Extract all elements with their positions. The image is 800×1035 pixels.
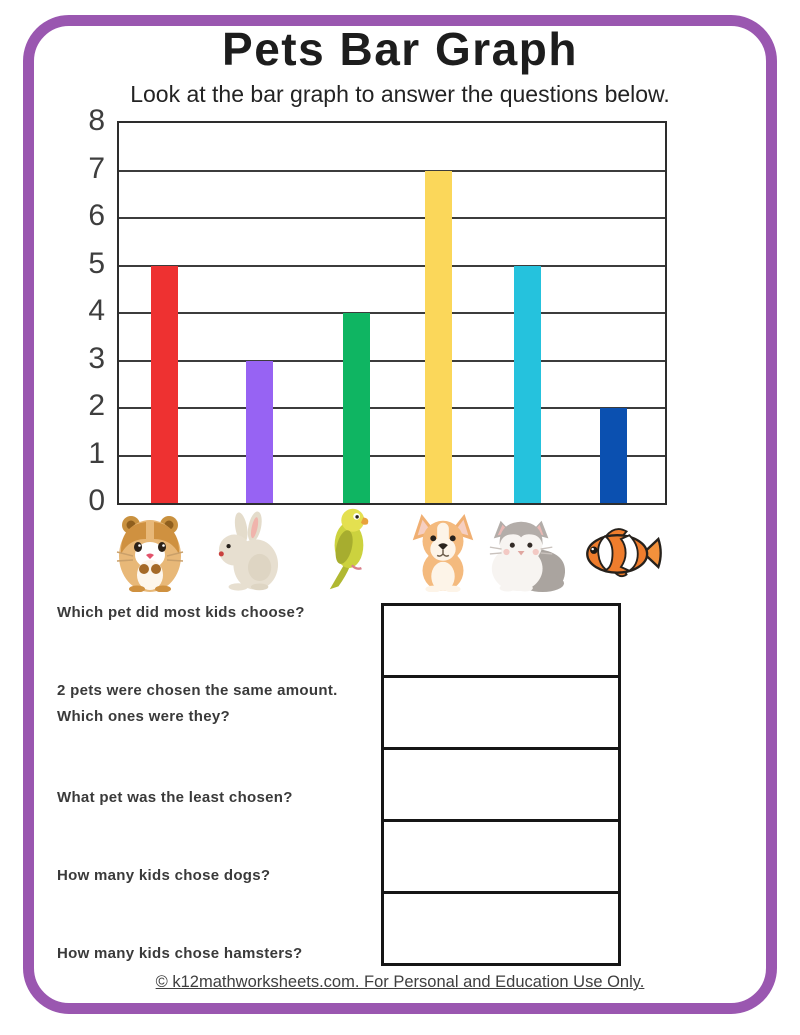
answer-box-5[interactable] [381, 891, 621, 966]
question-4-text: How many kids chose dogs? [57, 867, 271, 884]
y-tick-label: 7 [88, 151, 105, 185]
category-icon-cat [481, 506, 569, 592]
page-title: Pets Bar Graph [222, 23, 578, 75]
bar-rabbit [246, 361, 273, 504]
gridline [119, 455, 665, 457]
gridline [119, 360, 665, 362]
question-4 [57, 863, 372, 889]
y-tick-label: 0 [88, 484, 105, 517]
parakeet-icon [325, 506, 371, 592]
gridline [119, 312, 665, 314]
y-tick-label: 4 [88, 294, 105, 327]
answer-box-2[interactable] [381, 675, 621, 750]
answer-boxes [381, 603, 621, 966]
question-1-text: Which pet did most kids choose? [57, 604, 305, 621]
category-icon-dog [399, 506, 487, 592]
cat-icon [481, 512, 569, 592]
gridline [119, 407, 665, 409]
question-3 [57, 785, 372, 811]
footer-credit [0, 973, 800, 992]
question-5-text: How many kids chose hamsters? [57, 945, 303, 962]
chart-plot [117, 121, 667, 505]
y-tick-label: 5 [88, 246, 105, 280]
bar-hamster [151, 266, 178, 504]
category-icon-parakeet [304, 506, 392, 592]
footer-credit-link[interactable]: © k12mathworksheets.com. For Personal and Education Use Only. [155, 973, 645, 991]
category-icon-hamster [106, 506, 194, 592]
y-axis-labels [55, 104, 105, 517]
y-tick-label: 3 [88, 341, 105, 375]
y-tick-label: 1 [88, 436, 105, 470]
question-2-text-line2: Which ones were they? [57, 708, 230, 725]
gridline [119, 170, 665, 172]
answer-box-1[interactable] [381, 603, 621, 678]
bar-cat [514, 266, 541, 504]
category-icon-rabbit [203, 506, 291, 592]
bar-parakeet [343, 313, 370, 503]
hamster-icon [114, 512, 186, 592]
y-tick-label: 2 [88, 389, 105, 422]
rabbit-icon [215, 510, 279, 592]
question-2-text-line1: 2 pets were chosen the same amount. [57, 682, 338, 699]
question-3-text: What pet was the least chosen? [57, 789, 293, 806]
bar-fish [600, 408, 627, 503]
question-5 [57, 941, 372, 967]
clownfish-icon [576, 524, 664, 582]
question-1 [57, 600, 372, 626]
category-icon-fish [576, 506, 664, 592]
y-tick-label: 8 [88, 104, 105, 137]
question-2 [57, 678, 372, 730]
dog-icon [407, 512, 479, 592]
page-subtitle: Look at the bar graph to answer the questions below. [130, 81, 670, 107]
gridline [119, 217, 665, 219]
y-tick-label: 6 [88, 199, 105, 232]
bar-dog [425, 171, 452, 504]
answer-box-3[interactable] [381, 747, 621, 822]
answer-box-4[interactable] [381, 819, 621, 894]
gridline [119, 265, 665, 267]
